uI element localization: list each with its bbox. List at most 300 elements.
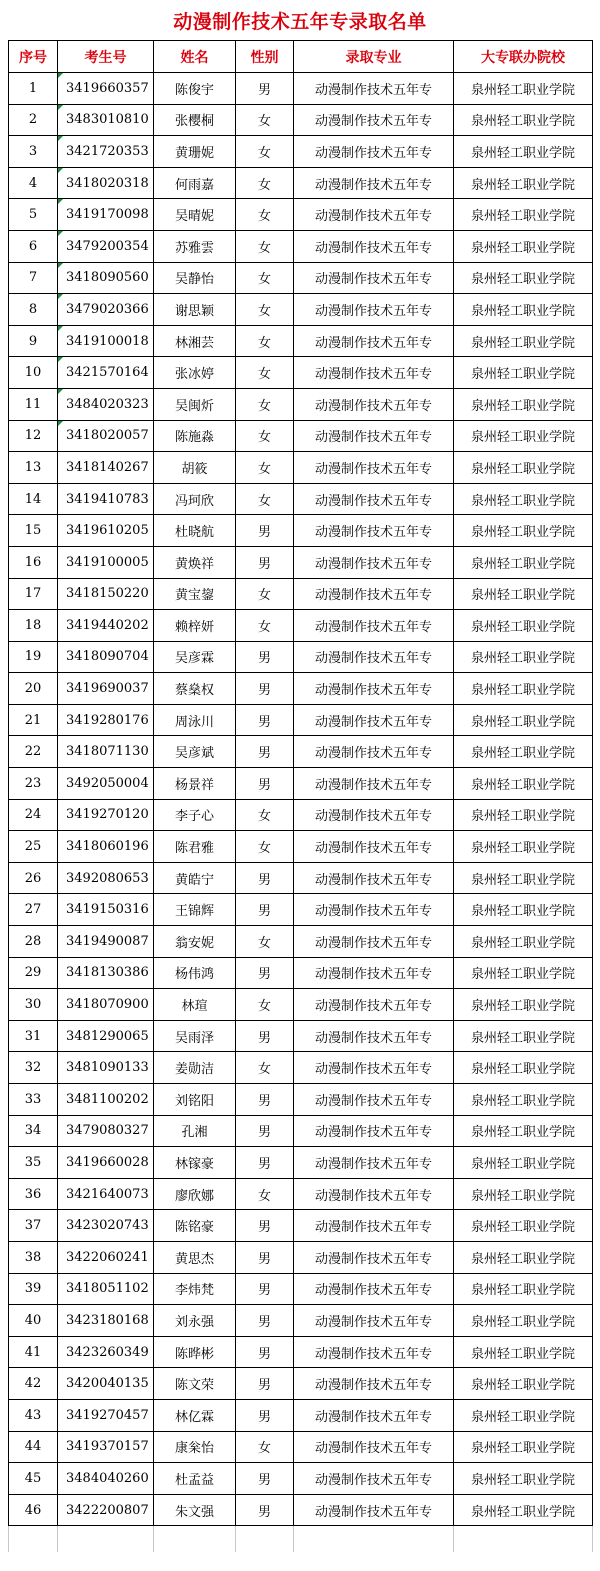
table-body bbox=[9, 73, 593, 1553]
major-cell: 动漫制作技术五年专 bbox=[294, 1336, 454, 1368]
gender-cell: 男 bbox=[236, 1273, 294, 1305]
number-as-text-marker-icon bbox=[58, 294, 63, 299]
gender-cell: 女 bbox=[236, 230, 294, 262]
serial-number-cell: 17 bbox=[9, 578, 58, 610]
table-row bbox=[9, 578, 593, 610]
gender-cell: 男 bbox=[236, 546, 294, 578]
table-row bbox=[9, 831, 593, 863]
exam-id-text: 3419660028 bbox=[66, 1154, 149, 1170]
major-cell: 动漫制作技术五年专 bbox=[294, 1431, 454, 1463]
serial-number-cell: 22 bbox=[9, 736, 58, 768]
college-cell: 泉州轻工职业学院 bbox=[454, 515, 593, 547]
number-as-text-marker-icon bbox=[58, 263, 63, 268]
serial-number-cell: 31 bbox=[9, 1020, 58, 1052]
table-row bbox=[9, 1494, 593, 1526]
gender-cell: 男 bbox=[236, 1368, 294, 1400]
table-row bbox=[9, 1115, 593, 1147]
table-row bbox=[9, 894, 593, 926]
header-serial-number: 序号 bbox=[9, 41, 58, 73]
serial-number-cell: 28 bbox=[9, 926, 58, 958]
college-cell: 泉州轻工职业学院 bbox=[454, 1463, 593, 1495]
empty-cell bbox=[58, 1526, 154, 1553]
exam-id-text: 3423260349 bbox=[66, 1344, 149, 1360]
serial-number-cell: 27 bbox=[9, 894, 58, 926]
table-row bbox=[9, 136, 593, 168]
college-cell: 泉州轻工职业学院 bbox=[454, 73, 593, 105]
serial-number-cell: 46 bbox=[9, 1494, 58, 1526]
exam-id-text: 3419370157 bbox=[66, 1439, 149, 1455]
college-cell: 泉州轻工职业学院 bbox=[454, 230, 593, 262]
serial-number-cell: 39 bbox=[9, 1273, 58, 1305]
number-as-text-marker-icon bbox=[58, 73, 63, 78]
empty-cell bbox=[294, 1526, 454, 1553]
college-cell: 泉州轻工职业学院 bbox=[454, 957, 593, 989]
gender-cell: 女 bbox=[236, 325, 294, 357]
gender-cell: 女 bbox=[236, 104, 294, 136]
gender-cell: 女 bbox=[236, 799, 294, 831]
student-name-cell: 李子心 bbox=[154, 799, 236, 831]
serial-number-cell: 13 bbox=[9, 452, 58, 484]
gender-cell: 女 bbox=[236, 420, 294, 452]
major-cell: 动漫制作技术五年专 bbox=[294, 957, 454, 989]
number-as-text-marker-icon bbox=[58, 326, 63, 331]
student-name-cell: 胡筱 bbox=[154, 452, 236, 484]
gender-cell: 女 bbox=[236, 388, 294, 420]
student-name-cell: 杨伟鸿 bbox=[154, 957, 236, 989]
major-cell: 动漫制作技术五年专 bbox=[294, 1273, 454, 1305]
exam-id-cell bbox=[58, 452, 154, 484]
student-name-cell: 何雨嘉 bbox=[154, 167, 236, 199]
major-cell: 动漫制作技术五年专 bbox=[294, 1084, 454, 1116]
college-cell: 泉州轻工职业学院 bbox=[454, 325, 593, 357]
header-admitted-major: 录取专业 bbox=[294, 41, 454, 73]
exam-id-cell bbox=[58, 262, 154, 294]
serial-number-cell: 9 bbox=[9, 325, 58, 357]
exam-id-text: 3483010810 bbox=[66, 112, 149, 128]
exam-id-cell bbox=[58, 1115, 154, 1147]
gender-cell: 男 bbox=[236, 1241, 294, 1273]
gender-cell: 男 bbox=[236, 894, 294, 926]
gender-cell: 女 bbox=[236, 357, 294, 389]
serial-number-cell: 4 bbox=[9, 167, 58, 199]
serial-number-cell: 11 bbox=[9, 388, 58, 420]
college-cell: 泉州轻工职业学院 bbox=[454, 641, 593, 673]
college-cell: 泉州轻工职业学院 bbox=[454, 1273, 593, 1305]
college-cell: 泉州轻工职业学院 bbox=[454, 704, 593, 736]
exam-id-text: 3418051102 bbox=[66, 1281, 149, 1297]
number-as-text-marker-icon bbox=[58, 136, 63, 141]
student-name-cell: 康枀怡 bbox=[154, 1431, 236, 1463]
serial-number-cell: 23 bbox=[9, 768, 58, 800]
college-cell: 泉州轻工职业学院 bbox=[454, 388, 593, 420]
serial-number-cell: 26 bbox=[9, 862, 58, 894]
exam-id-cell bbox=[58, 1178, 154, 1210]
empty-cell bbox=[454, 1526, 593, 1553]
student-name-cell: 李炜梵 bbox=[154, 1273, 236, 1305]
exam-id-cell bbox=[58, 546, 154, 578]
major-cell: 动漫制作技术五年专 bbox=[294, 515, 454, 547]
exam-id-cell bbox=[58, 136, 154, 168]
student-name-cell: 林湘芸 bbox=[154, 325, 236, 357]
major-cell: 动漫制作技术五年专 bbox=[294, 1147, 454, 1179]
admission-table bbox=[8, 40, 593, 1552]
exam-id-text: 3418071130 bbox=[66, 744, 149, 760]
table-row bbox=[9, 704, 593, 736]
table-row bbox=[9, 799, 593, 831]
serial-number-cell: 29 bbox=[9, 957, 58, 989]
number-as-text-marker-icon bbox=[58, 389, 63, 394]
college-cell: 泉州轻工职业学院 bbox=[454, 1147, 593, 1179]
exam-id-cell bbox=[58, 1336, 154, 1368]
college-cell: 泉州轻工职业学院 bbox=[454, 483, 593, 515]
major-cell: 动漫制作技术五年专 bbox=[294, 989, 454, 1021]
exam-id-text: 3419100005 bbox=[66, 554, 149, 570]
serial-number-cell: 42 bbox=[9, 1368, 58, 1400]
student-name-cell: 陈铭豪 bbox=[154, 1210, 236, 1242]
gender-cell: 男 bbox=[236, 73, 294, 105]
exam-id-text: 3481290065 bbox=[66, 1028, 149, 1044]
table-row bbox=[9, 1399, 593, 1431]
exam-id-cell bbox=[58, 294, 154, 326]
student-name-cell: 苏雅雲 bbox=[154, 230, 236, 262]
gender-cell: 女 bbox=[236, 294, 294, 326]
table-row bbox=[9, 1431, 593, 1463]
gender-cell: 男 bbox=[236, 1084, 294, 1116]
exam-id-text: 3419410783 bbox=[66, 491, 149, 507]
college-cell: 泉州轻工职业学院 bbox=[454, 926, 593, 958]
exam-id-text: 3419150316 bbox=[66, 902, 149, 918]
exam-id-text: 3418060196 bbox=[66, 839, 149, 855]
serial-number-cell: 7 bbox=[9, 262, 58, 294]
major-cell: 动漫制作技术五年专 bbox=[294, 357, 454, 389]
exam-id-text: 3419280176 bbox=[66, 712, 149, 728]
exam-id-text: 3419610205 bbox=[66, 523, 149, 539]
table-row bbox=[9, 546, 593, 578]
gender-cell: 男 bbox=[236, 673, 294, 705]
exam-id-cell bbox=[58, 1273, 154, 1305]
exam-id-text: 3418020057 bbox=[66, 428, 149, 444]
table-row bbox=[9, 1368, 593, 1400]
college-cell: 泉州轻工职业学院 bbox=[454, 610, 593, 642]
exam-id-text: 3419490087 bbox=[66, 933, 149, 949]
number-as-text-marker-icon bbox=[58, 231, 63, 236]
student-name-cell: 黄思杰 bbox=[154, 1241, 236, 1273]
exam-id-text: 3423020743 bbox=[66, 1218, 149, 1234]
exam-id-cell bbox=[58, 1305, 154, 1337]
major-cell: 动漫制作技术五年专 bbox=[294, 673, 454, 705]
major-cell: 动漫制作技术五年专 bbox=[294, 546, 454, 578]
student-name-cell: 吴晴妮 bbox=[154, 199, 236, 231]
major-cell: 动漫制作技术五年专 bbox=[294, 736, 454, 768]
student-name-cell: 吴闽炘 bbox=[154, 388, 236, 420]
exam-id-text: 3418070900 bbox=[66, 997, 149, 1013]
major-cell: 动漫制作技术五年专 bbox=[294, 167, 454, 199]
serial-number-cell: 5 bbox=[9, 199, 58, 231]
table-row bbox=[9, 325, 593, 357]
gender-cell: 男 bbox=[236, 736, 294, 768]
serial-number-cell: 40 bbox=[9, 1305, 58, 1337]
number-as-text-marker-icon bbox=[58, 421, 63, 426]
major-cell: 动漫制作技术五年专 bbox=[294, 1305, 454, 1337]
student-name-cell: 黄皓宁 bbox=[154, 862, 236, 894]
college-cell: 泉州轻工职业学院 bbox=[454, 1368, 593, 1400]
table-row bbox=[9, 1178, 593, 1210]
exam-id-cell bbox=[58, 1463, 154, 1495]
student-name-cell: 林瑄 bbox=[154, 989, 236, 1021]
major-cell: 动漫制作技术五年专 bbox=[294, 420, 454, 452]
major-cell: 动漫制作技术五年专 bbox=[294, 1052, 454, 1084]
table-row bbox=[9, 104, 593, 136]
exam-id-text: 3418020318 bbox=[66, 175, 149, 191]
gender-cell: 男 bbox=[236, 862, 294, 894]
college-cell: 泉州轻工职业学院 bbox=[454, 262, 593, 294]
major-cell: 动漫制作技术五年专 bbox=[294, 926, 454, 958]
student-name-cell: 吴彦霖 bbox=[154, 641, 236, 673]
exam-id-text: 3421640073 bbox=[66, 1186, 149, 1202]
student-name-cell: 陈晔彬 bbox=[154, 1336, 236, 1368]
gender-cell: 女 bbox=[236, 199, 294, 231]
exam-id-text: 3423180168 bbox=[66, 1312, 149, 1328]
exam-id-text: 3419660357 bbox=[66, 80, 149, 96]
major-cell: 动漫制作技术五年专 bbox=[294, 1368, 454, 1400]
major-cell: 动漫制作技术五年专 bbox=[294, 578, 454, 610]
major-cell: 动漫制作技术五年专 bbox=[294, 136, 454, 168]
gender-cell: 男 bbox=[236, 1399, 294, 1431]
exam-id-text: 3484020323 bbox=[66, 396, 149, 412]
student-name-cell: 吴雨泽 bbox=[154, 1020, 236, 1052]
major-cell: 动漫制作技术五年专 bbox=[294, 799, 454, 831]
college-cell: 泉州轻工职业学院 bbox=[454, 1020, 593, 1052]
gender-cell: 女 bbox=[236, 483, 294, 515]
major-cell: 动漫制作技术五年专 bbox=[294, 894, 454, 926]
serial-number-cell: 34 bbox=[9, 1115, 58, 1147]
table-row bbox=[9, 388, 593, 420]
serial-number-cell: 10 bbox=[9, 357, 58, 389]
exam-id-cell bbox=[58, 894, 154, 926]
exam-id-text: 3479200354 bbox=[66, 238, 149, 254]
exam-id-cell bbox=[58, 736, 154, 768]
exam-id-text: 3419270457 bbox=[66, 1407, 149, 1423]
serial-number-cell: 14 bbox=[9, 483, 58, 515]
college-cell: 泉州轻工职业学院 bbox=[454, 1305, 593, 1337]
table-row bbox=[9, 73, 593, 105]
exam-id-cell bbox=[58, 167, 154, 199]
empty-grid-row bbox=[9, 1526, 593, 1553]
gender-cell: 男 bbox=[236, 1305, 294, 1337]
student-name-cell: 吴彦斌 bbox=[154, 736, 236, 768]
table-row bbox=[9, 1336, 593, 1368]
gender-cell: 男 bbox=[236, 1336, 294, 1368]
serial-number-cell: 3 bbox=[9, 136, 58, 168]
student-name-cell: 张樱桐 bbox=[154, 104, 236, 136]
exam-id-text: 3418090560 bbox=[66, 270, 149, 286]
exam-id-cell bbox=[58, 420, 154, 452]
exam-id-text: 3419100018 bbox=[66, 333, 149, 349]
major-cell: 动漫制作技术五年专 bbox=[294, 73, 454, 105]
table-row bbox=[9, 768, 593, 800]
exam-id-cell bbox=[58, 831, 154, 863]
table-row bbox=[9, 957, 593, 989]
student-name-cell: 杨景祥 bbox=[154, 768, 236, 800]
serial-number-cell: 24 bbox=[9, 799, 58, 831]
table-row bbox=[9, 1084, 593, 1116]
number-as-text-marker-icon bbox=[58, 357, 63, 362]
header-exam-id: 考生号 bbox=[58, 41, 154, 73]
serial-number-cell: 16 bbox=[9, 546, 58, 578]
exam-id-cell bbox=[58, 1147, 154, 1179]
major-cell: 动漫制作技术五年专 bbox=[294, 325, 454, 357]
college-cell: 泉州轻工职业学院 bbox=[454, 578, 593, 610]
exam-id-cell bbox=[58, 1399, 154, 1431]
student-name-cell: 蔡燊权 bbox=[154, 673, 236, 705]
exam-id-cell bbox=[58, 578, 154, 610]
college-cell: 泉州轻工职业学院 bbox=[454, 1241, 593, 1273]
gender-cell: 女 bbox=[236, 831, 294, 863]
serial-number-cell: 38 bbox=[9, 1241, 58, 1273]
table-row bbox=[9, 736, 593, 768]
serial-number-cell: 6 bbox=[9, 230, 58, 262]
serial-number-cell: 21 bbox=[9, 704, 58, 736]
major-cell: 动漫制作技术五年专 bbox=[294, 1210, 454, 1242]
college-cell: 泉州轻工职业学院 bbox=[454, 294, 593, 326]
page-title: 动漫制作技术五年专录取名单 bbox=[173, 11, 427, 33]
major-cell: 动漫制作技术五年专 bbox=[294, 1115, 454, 1147]
exam-id-cell bbox=[58, 325, 154, 357]
table-row bbox=[9, 1210, 593, 1242]
major-cell: 动漫制作技术五年专 bbox=[294, 610, 454, 642]
table-row bbox=[9, 262, 593, 294]
exam-id-cell bbox=[58, 388, 154, 420]
table-row bbox=[9, 1305, 593, 1337]
college-cell: 泉州轻工职业学院 bbox=[454, 1210, 593, 1242]
college-cell: 泉州轻工职业学院 bbox=[454, 736, 593, 768]
table-row bbox=[9, 1020, 593, 1052]
college-cell: 泉州轻工职业学院 bbox=[454, 357, 593, 389]
gender-cell: 女 bbox=[236, 167, 294, 199]
exam-id-text: 3479020366 bbox=[66, 301, 149, 317]
table-row bbox=[9, 1463, 593, 1495]
header-partner-college: 大专联办院校 bbox=[454, 41, 593, 73]
serial-number-cell: 2 bbox=[9, 104, 58, 136]
student-name-cell: 陈施淼 bbox=[154, 420, 236, 452]
exam-id-text: 3419270120 bbox=[66, 807, 149, 823]
serial-number-cell: 18 bbox=[9, 610, 58, 642]
gender-cell: 男 bbox=[236, 1210, 294, 1242]
exam-id-text: 3492050004 bbox=[66, 775, 149, 791]
gender-cell: 女 bbox=[236, 610, 294, 642]
gender-cell: 男 bbox=[236, 1115, 294, 1147]
gender-cell: 女 bbox=[236, 1431, 294, 1463]
exam-id-cell bbox=[58, 1494, 154, 1526]
student-name-cell: 廖欣娜 bbox=[154, 1178, 236, 1210]
table-row bbox=[9, 483, 593, 515]
exam-id-cell bbox=[58, 704, 154, 736]
exam-id-text: 3481100202 bbox=[66, 1091, 149, 1107]
major-cell: 动漫制作技术五年专 bbox=[294, 483, 454, 515]
table-row bbox=[9, 294, 593, 326]
serial-number-cell: 36 bbox=[9, 1178, 58, 1210]
table-row bbox=[9, 989, 593, 1021]
exam-id-text: 3479080327 bbox=[66, 1123, 149, 1139]
gender-cell: 女 bbox=[236, 989, 294, 1021]
student-name-cell: 陈君雅 bbox=[154, 831, 236, 863]
major-cell: 动漫制作技术五年专 bbox=[294, 831, 454, 863]
exam-id-cell bbox=[58, 1052, 154, 1084]
table-row bbox=[9, 167, 593, 199]
exam-id-text: 3419440202 bbox=[66, 617, 149, 633]
exam-id-cell bbox=[58, 610, 154, 642]
exam-id-text: 3418140267 bbox=[66, 459, 149, 475]
college-cell: 泉州轻工职业学院 bbox=[454, 104, 593, 136]
exam-id-text: 3420040135 bbox=[66, 1376, 149, 1392]
student-name-cell: 朱文强 bbox=[154, 1494, 236, 1526]
exam-id-text: 3481090133 bbox=[66, 1060, 149, 1076]
table-row bbox=[9, 420, 593, 452]
table-row bbox=[9, 1273, 593, 1305]
major-cell: 动漫制作技术五年专 bbox=[294, 1463, 454, 1495]
empty-cell bbox=[154, 1526, 236, 1553]
exam-id-cell bbox=[58, 862, 154, 894]
college-cell: 泉州轻工职业学院 bbox=[454, 452, 593, 484]
college-cell: 泉州轻工职业学院 bbox=[454, 862, 593, 894]
college-cell: 泉州轻工职业学院 bbox=[454, 420, 593, 452]
exam-id-text: 3418150220 bbox=[66, 586, 149, 602]
exam-id-text: 3422060241 bbox=[66, 1249, 149, 1265]
serial-number-cell: 20 bbox=[9, 673, 58, 705]
major-cell: 动漫制作技术五年专 bbox=[294, 862, 454, 894]
major-cell: 动漫制作技术五年专 bbox=[294, 1020, 454, 1052]
serial-number-cell: 15 bbox=[9, 515, 58, 547]
gender-cell: 女 bbox=[236, 1052, 294, 1084]
serial-number-cell: 12 bbox=[9, 420, 58, 452]
exam-id-cell bbox=[58, 1368, 154, 1400]
college-cell: 泉州轻工职业学院 bbox=[454, 1084, 593, 1116]
college-cell: 泉州轻工职业学院 bbox=[454, 799, 593, 831]
college-cell: 泉州轻工职业学院 bbox=[454, 1178, 593, 1210]
exam-id-cell bbox=[58, 104, 154, 136]
exam-id-cell bbox=[58, 768, 154, 800]
gender-cell: 男 bbox=[236, 641, 294, 673]
college-cell: 泉州轻工职业学院 bbox=[454, 1336, 593, 1368]
major-cell: 动漫制作技术五年专 bbox=[294, 199, 454, 231]
header-student-name: 姓名 bbox=[154, 41, 236, 73]
serial-number-cell: 41 bbox=[9, 1336, 58, 1368]
table-row bbox=[9, 926, 593, 958]
table-row bbox=[9, 862, 593, 894]
student-name-cell: 杜晓航 bbox=[154, 515, 236, 547]
major-cell: 动漫制作技术五年专 bbox=[294, 1241, 454, 1273]
student-name-cell: 吴静怡 bbox=[154, 262, 236, 294]
empty-cell bbox=[236, 1526, 294, 1553]
exam-id-cell bbox=[58, 641, 154, 673]
major-cell: 动漫制作技术五年专 bbox=[294, 704, 454, 736]
table-row bbox=[9, 610, 593, 642]
number-as-text-marker-icon bbox=[58, 105, 63, 110]
major-cell: 动漫制作技术五年专 bbox=[294, 388, 454, 420]
college-cell: 泉州轻工职业学院 bbox=[454, 894, 593, 926]
college-cell: 泉州轻工职业学院 bbox=[454, 199, 593, 231]
gender-cell: 男 bbox=[236, 704, 294, 736]
exam-id-text: 3492080653 bbox=[66, 870, 149, 886]
student-name-cell: 翁安妮 bbox=[154, 926, 236, 958]
student-name-cell: 冯珂欣 bbox=[154, 483, 236, 515]
exam-id-cell bbox=[58, 515, 154, 547]
number-as-text-marker-icon bbox=[58, 168, 63, 173]
gender-cell: 女 bbox=[236, 578, 294, 610]
exam-id-cell bbox=[58, 673, 154, 705]
student-name-cell: 赖梓妍 bbox=[154, 610, 236, 642]
student-name-cell: 谢思颖 bbox=[154, 294, 236, 326]
